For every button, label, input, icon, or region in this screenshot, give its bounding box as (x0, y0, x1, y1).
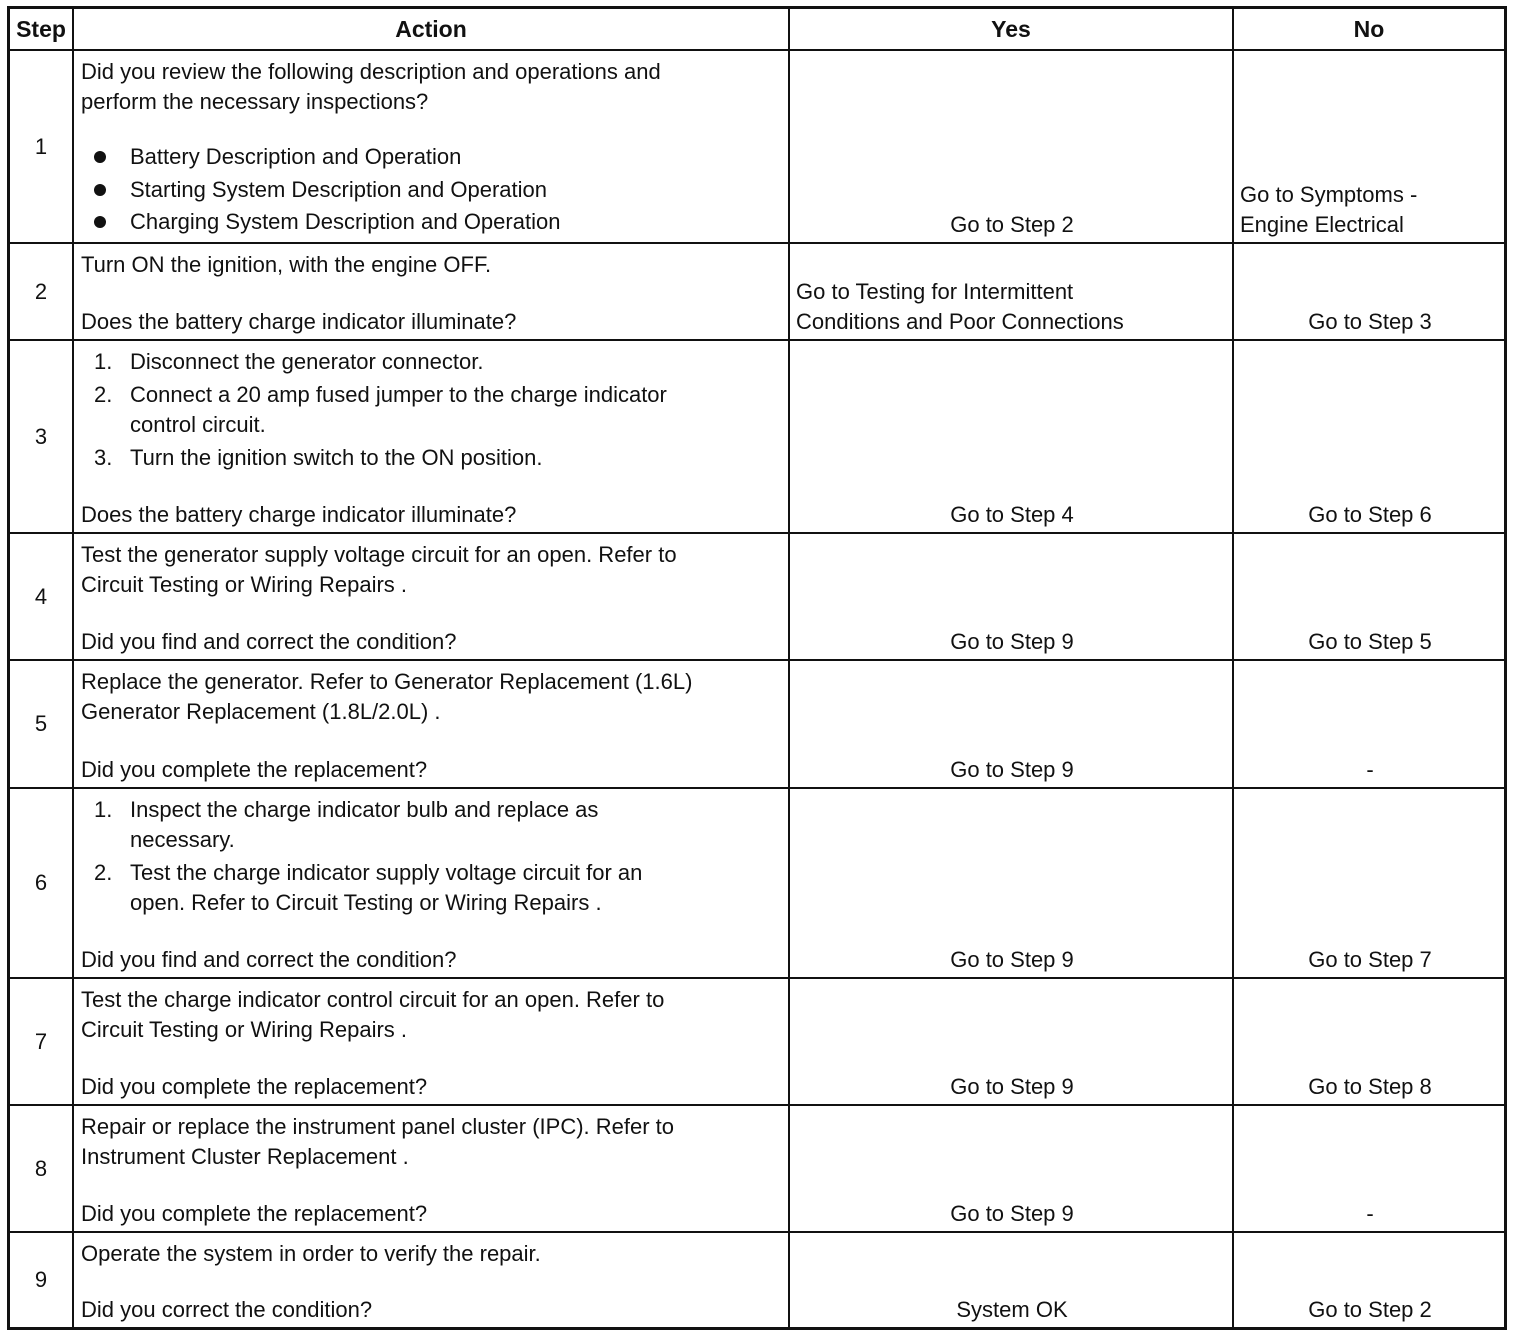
step-number: 2 (10, 244, 74, 339)
table-row-step-9 (10, 1233, 1504, 1327)
no-answer-line-1: Go to Symptoms - (1240, 182, 1418, 207)
header-no: No (1353, 15, 1385, 42)
action-intro-line-1: Did you review the following description and operations and (81, 59, 661, 84)
step-number: 4 (10, 534, 74, 659)
no-answer: Go to Step 6 (1308, 502, 1432, 527)
no-answer: - (1366, 1201, 1374, 1226)
bullet-icon (94, 184, 106, 196)
list-item: 2. Connect a 20 amp fused jumper to the charge indicator control circuit. (94, 382, 667, 437)
no-cell (1234, 789, 1504, 977)
procedure-list (94, 795, 784, 921)
yes-cell (790, 1233, 1234, 1327)
list-item: Charging System Description and Operation (94, 206, 784, 239)
list-item: 1. Inspect the charge indicator bulb and replace as necessary. (94, 797, 599, 852)
no-cell (1234, 341, 1504, 532)
table-row-step-6 (10, 789, 1504, 979)
list-item: 2. Test the charge indicator supply voltage circuit for an open. Refer to Circuit Testing or Wiring Repairs . (94, 860, 643, 915)
table-row-step-1 (10, 51, 1504, 244)
action-line-2: Circuit Testing or Wiring Repairs . (81, 572, 408, 597)
action-line-2: Instrument Cluster Replacement . (81, 1144, 409, 1169)
yes-cell (790, 244, 1234, 339)
action-cell (74, 979, 790, 1104)
yes-answer: Go to Step 9 (950, 1201, 1074, 1226)
yes-answer: Go to Step 9 (950, 629, 1074, 654)
table-header (10, 9, 1504, 51)
list-item: Battery Description and Operation (94, 141, 784, 174)
no-answer: Go to Step 2 (1308, 1297, 1432, 1322)
table-row-step-8 (10, 1106, 1504, 1233)
yes-answer: Go to Step 9 (950, 1074, 1074, 1099)
action-line-1: Repair or replace the instrument panel cluster (IPC). Refer to (81, 1114, 675, 1139)
bullet-icon (94, 216, 106, 228)
yes-cell (790, 661, 1234, 787)
action-instruction: Turn ON the ignition, with the engine OFF. (81, 252, 492, 277)
step-number: 8 (10, 1106, 74, 1231)
list-item: 1. Disconnect the generator connector. (94, 349, 484, 374)
yes-answer-line-1: Go to Testing for Intermittent (796, 279, 1074, 304)
action-line-2: Generator Replacement (1.8L/2.0L) . (81, 699, 441, 724)
table-row-step-7 (10, 979, 1504, 1106)
yes-answer: Go to Step 9 (950, 757, 1074, 782)
action-question: Did you complete the replacement? (81, 757, 428, 782)
action-cell (74, 51, 790, 242)
no-cell (1234, 534, 1504, 659)
header-yes: Yes (790, 9, 1234, 49)
yes-cell (790, 1106, 1234, 1231)
yes-cell (790, 534, 1234, 659)
yes-cell (790, 341, 1234, 532)
step-number: 5 (10, 661, 74, 787)
yes-answer: Go to Step 2 (950, 212, 1074, 237)
action-question: Does the battery charge indicator illuminate? (81, 309, 517, 334)
procedure-list (94, 347, 784, 476)
no-answer: Go to Step 5 (1308, 629, 1432, 654)
header-action: Action (74, 9, 790, 49)
yes-cell (790, 51, 1234, 242)
no-answer: Go to Step 7 (1308, 947, 1432, 972)
yes-cell (790, 979, 1234, 1104)
header-step: Step (10, 9, 74, 49)
inspection-list (94, 141, 784, 239)
yes-answer-line-2: Conditions and Poor Connections (796, 309, 1124, 334)
step-number: 7 (10, 979, 74, 1104)
action-line-1: Operate the system in order to verify the repair. (81, 1241, 541, 1266)
action-question: Did you complete the replacement? (81, 1074, 428, 1099)
yes-answer: Go to Step 9 (950, 947, 1074, 972)
action-cell (74, 1106, 790, 1231)
no-answer: Go to Step 3 (1308, 309, 1432, 334)
action-question: Did you complete the replacement? (81, 1201, 428, 1226)
table-row-step-4 (10, 534, 1504, 661)
action-question: Did you correct the condition? (81, 1297, 373, 1322)
step-number: 1 (10, 51, 74, 242)
no-cell (1234, 661, 1504, 787)
action-line-1: Test the generator supply voltage circuit for an open. Refer to (81, 542, 677, 567)
step-number: 9 (10, 1233, 74, 1327)
table-row-step-5 (10, 661, 1504, 789)
action-cell (74, 341, 790, 532)
action-intro-line-2: perform the necessary inspections? (81, 89, 429, 114)
no-cell (1234, 1233, 1504, 1327)
action-question: Did you find and correct the condition? (81, 947, 457, 972)
action-question: Did you find and correct the condition? (81, 629, 457, 654)
no-cell (1234, 244, 1504, 339)
no-answer: Go to Step 8 (1308, 1074, 1432, 1099)
table-row-step-3 (10, 341, 1504, 534)
action-cell (74, 661, 790, 787)
diagnostic-table (7, 6, 1507, 1330)
no-cell (1234, 1106, 1504, 1231)
action-cell (74, 789, 790, 977)
no-cell (1234, 979, 1504, 1104)
no-cell (1234, 51, 1504, 242)
yes-answer: Go to Step 4 (950, 502, 1074, 527)
action-cell (74, 244, 790, 339)
no-answer-line-2: Engine Electrical (1240, 212, 1404, 237)
step-number: 3 (10, 341, 74, 532)
action-question: Does the battery charge indicator illuminate? (81, 502, 517, 527)
action-line-1: Test the charge indicator control circuit for an open. Refer to (81, 987, 665, 1012)
action-line-1: Replace the generator. Refer to Generator Replacement (1.6L) (81, 669, 693, 694)
bullet-icon (94, 151, 106, 163)
action-line-2: Circuit Testing or Wiring Repairs . (81, 1017, 408, 1042)
no-answer: - (1366, 757, 1374, 782)
list-item: Starting System Description and Operation (94, 174, 784, 207)
action-cell (74, 1233, 790, 1327)
yes-answer: System OK (956, 1297, 1068, 1322)
list-item: 3. Turn the ignition switch to the ON position. (94, 445, 543, 470)
step-number: 6 (10, 789, 74, 977)
action-cell (74, 534, 790, 659)
yes-cell (790, 789, 1234, 977)
table-row-step-2 (10, 244, 1504, 341)
